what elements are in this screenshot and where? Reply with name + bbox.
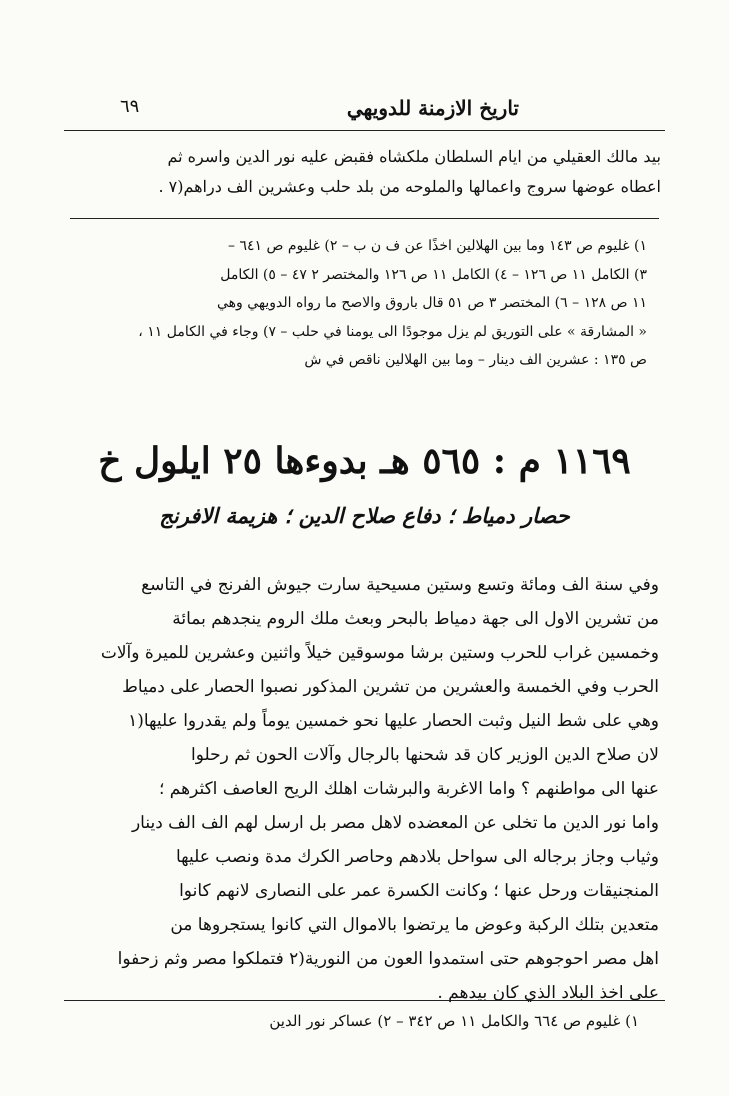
page-number: ٦٩ (120, 96, 140, 117)
running-title: تاريخ الازمنة للدويهي (346, 96, 519, 120)
text-line: وفي سنة الف ومائة وتسع وستين مسيحية سارت جيوش الفرنج في التاسع (141, 575, 659, 595)
text-line: واما نور الدين ما تخلى عن المعضده لاهل مصر بل ارسل لهم الف الف دينار (131, 813, 659, 833)
footnote-line: ص ١٣٥ : عشرين الف دينار – وما بين الهلالين ناقص في ش (304, 352, 647, 368)
footnote-separator (70, 218, 659, 219)
bottom-footnote-separator (64, 1000, 665, 1001)
text-line: اهل مصر احوجوهم حتى استمدوا العون من النورية(٢ فتملكوا مصر وثم زحفوا (117, 949, 659, 969)
text-line: على اخذ البلاد الذي كان بيدهم . (437, 983, 659, 1003)
footnotes-block (62, 232, 647, 375)
intro-paragraph (68, 142, 661, 202)
body-paragraph (64, 568, 659, 1010)
text-line: بيد مالك العقيلي من ايام السلطان ملكشاه فقبض عليه نور الدين واسره ثم (167, 147, 661, 166)
header-rule (64, 130, 665, 131)
footnote-line: ٣) الكامل ١١ ص ١٢٦ – ٤) الكامل ١١ ص ١٢٦ والمختصر ٢ ٤٧ – ٥) الكامل (220, 266, 647, 283)
bottom-footnote: ١) غليوم ص ٦٦٤ والكامل ١١ ص ٣٤٢ – ٢) عساكر نور الدين (269, 1012, 639, 1030)
text-line: الحرب وفي الخمسة والعشرين من تشرين المذكور نصبوا الحصار على دمياط (122, 677, 659, 697)
section-heading: ١١٦٩ م : ٥٦٥ هـ بدوءها ٢٥ ايلول خ (98, 440, 631, 482)
text-line: من تشرين الاول الى جهة دمياط بالبحر وبعث ملك الروم ينجدهم بمائة (172, 609, 659, 629)
text-line: لان صلاح الدين الوزير كان قد شحنها بالرجال وآلات الحون ثم رحلوا (190, 745, 659, 765)
footnote-line: ١١ ص ١٢٨ – ٦) المختصر ٣ ص ٥١ قال باروق والاصح ما رواه الدويهي وهي (216, 295, 647, 311)
text-line: متعدين بتلك الركبة وعوض ما يرتضوا بالاموال التي كانوا يستجروها من (170, 915, 659, 935)
running-header (60, 96, 669, 130)
footnote-line: « المشارقة » على التوريق لم يزل موجودًا الى يومنا في حلب – ٧) وجاء في الكامل ١١ ، (138, 323, 647, 340)
text-line: عنها الى مواطنهم ؟ واما الاغربة والبرشات اهلك الريح العاصف اكثرهم ؛ (158, 779, 659, 799)
text-line: وثياب وجاز برجاله الى سواحل بلادهم وحاصر الكرك مدة ونصب عليها (175, 847, 659, 867)
section-subheading: حصار دمياط ؛ دفاع صلاح الدين ؛ هزيمة الافرنج (159, 503, 570, 528)
text-line: وهي على شط النيل وثبت الحصار عليها نحو خمسين يوماً ولم يقدروا عليها(١ (128, 711, 659, 731)
text-line: اعطاه عوضها سروج واعمالها والملوحه من بلد حلب وعشرين الف دراهم(٧ . (158, 177, 661, 196)
text-line: وخمسين غراب للحرب وستين برشا موسوقين خيلاً واثنين وعشرين للميرة وآلات (100, 643, 659, 663)
footnote-line: ١) غليوم ص ١٤٣ وما بين الهلالين اخذًا عن ف ن ب – ٢) غليوم ص ٦٤١ – (228, 238, 647, 254)
text-line: المنجنيقات ورحل عنها ؛ وكانت الكسرة عمر على النصارى لانهم كانوا (179, 881, 659, 901)
